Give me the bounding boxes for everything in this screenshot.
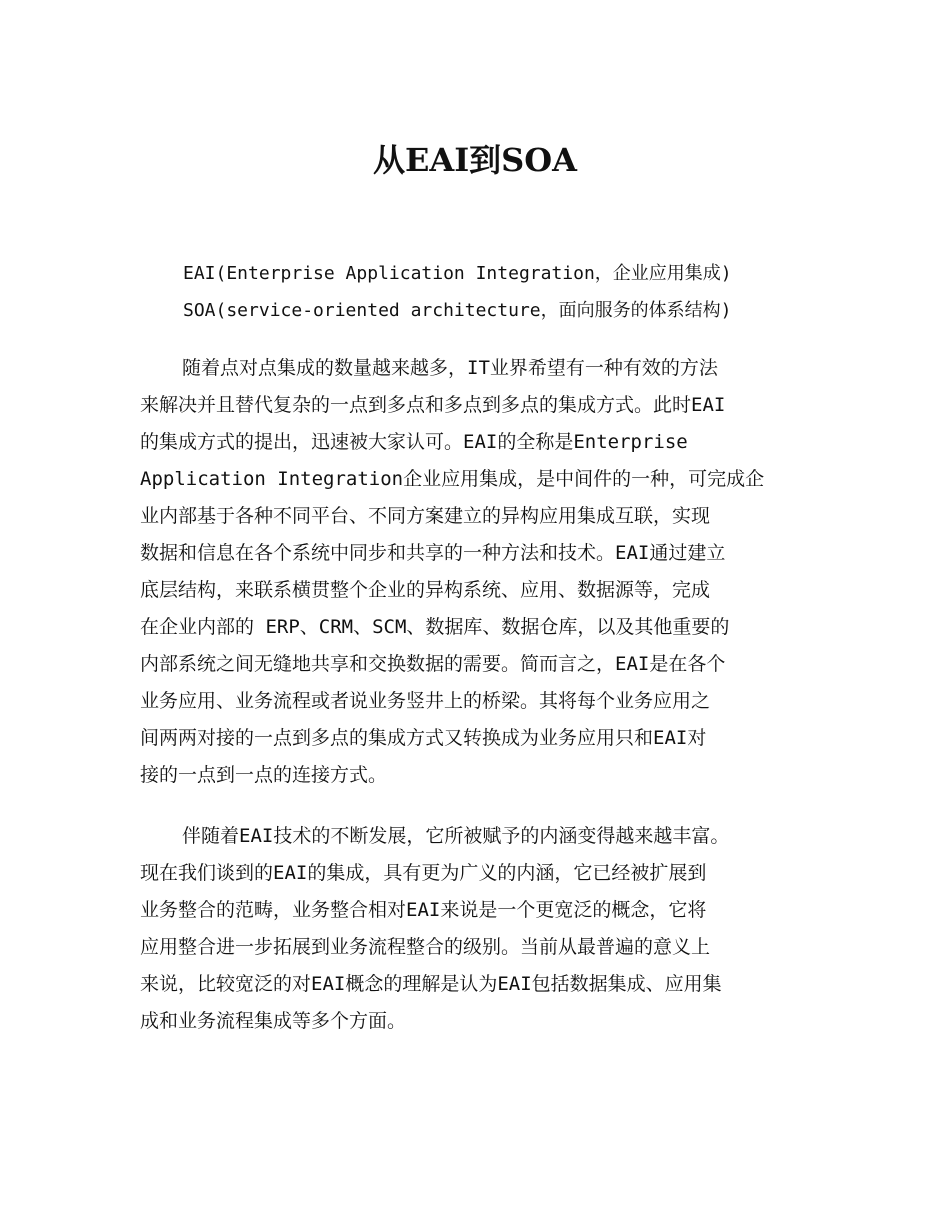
paragraph-line: Application Integration企业应用集成，是中间件的一种，可完成企	[140, 468, 765, 490]
document-title: 从EAI到SOA	[372, 141, 577, 179]
paragraph-line: 接的一点到一点的连接方式。	[140, 764, 388, 786]
definition-eai: EAI(Enterprise Application Integration，企业应用集成)	[183, 263, 732, 284]
paragraph-line: 的集成方式的提出，迅速被大家认可。EAI的全称是Enterprise	[140, 431, 688, 453]
paragraph-line: 来解决并且替代复杂的一点到多点和多点到多点的集成方式。此时EAI	[140, 394, 726, 416]
paragraph-line: 数据和信息在各个系统中同步和共享的一种方法和技术。EAI通过建立	[140, 542, 726, 564]
paragraph-line: 现在我们谈到的EAI的集成，具有更为广义的内涵，它已经被扩展到	[140, 862, 707, 884]
paragraph-line: 底层结构，来联系横贯整个企业的异构系统、应用、数据源等，完成	[140, 579, 711, 601]
paragraph-line: 业内部基于各种不同平台、不同方案建立的异构应用集成互联，实现	[140, 505, 711, 527]
paragraph-line: 伴随着EAI技术的不断发展，它所被赋予的内涵变得越来越丰富。	[182, 825, 730, 847]
paragraph-line: 来说，比较宽泛的对EAI概念的理解是认为EAI包括数据集成、应用集	[140, 973, 722, 995]
paragraph-1	[140, 350, 820, 794]
definitions-block	[183, 255, 863, 329]
paragraph-2	[140, 818, 820, 1040]
paragraph-line: 业务应用、业务流程或者说业务竖井上的桥梁。其将每个业务应用之	[140, 690, 711, 712]
definition-soa: SOA(service-oriented architecture，面向服务的体系结构)	[183, 300, 732, 321]
paragraph-line: 成和业务流程集成等多个方面。	[140, 1010, 407, 1032]
paragraph-line: 应用整合进一步拓展到业务流程整合的级别。当前从最普遍的意义上	[140, 936, 711, 958]
paragraph-line: 随着点对点集成的数量越来越多，IT业界希望有一种有效的方法	[182, 357, 718, 379]
paragraph-line: 在企业内部的 ERP、CRM、SCM、数据库、数据仓库，以及其他重要的	[140, 616, 730, 638]
paragraph-line: 业务整合的范畴，业务整合相对EAI来说是一个更宽泛的概念，它将	[140, 899, 707, 921]
paragraph-line: 间两两对接的一点到多点的集成方式又转换成为业务应用只和EAI对	[140, 727, 707, 749]
paragraph-line: 内部系统之间无缝地共享和交换数据的需要。简而言之，EAI是在各个	[140, 653, 726, 675]
